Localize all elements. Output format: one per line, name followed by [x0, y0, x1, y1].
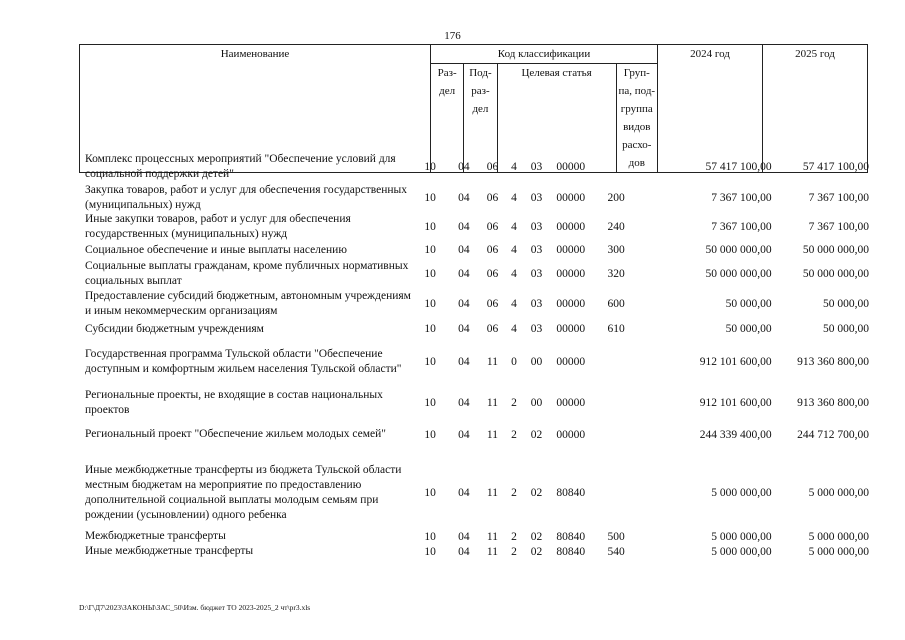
row-target-program: 11 [486, 428, 498, 441]
row-target-type: 2 [511, 428, 517, 441]
row-amount-2025: 7 367 100,00 [808, 191, 870, 204]
table-row [79, 319, 869, 339]
row-razdel: 10 [424, 323, 436, 335]
row-target-program: 06 [486, 298, 499, 310]
row-name: Предоставление субсидий бюджетным, автономным учреждениям и иным некоммерческим организациям [85, 290, 411, 317]
row-amount-2024: 57 417 100,00 [705, 160, 772, 173]
row-target-program: 11 [486, 530, 498, 543]
row-target-type: 0 [511, 356, 517, 368]
row-target-program: 06 [486, 220, 499, 233]
row-target-type: 2 [511, 545, 517, 558]
row-target-element: 03 [530, 160, 543, 173]
table-row [79, 241, 869, 259]
row-name: Социальные выплаты гражданам, кроме публичных нормативных социальных выплат [85, 260, 409, 287]
table-row [79, 289, 869, 319]
row-amount-2024: 50 000,00 [725, 298, 772, 310]
row-target-element: 00 [530, 397, 543, 409]
row-target-type: 4 [511, 244, 517, 256]
row-target-element: 03 [530, 298, 543, 310]
row-amount-2024: 7 367 100,00 [711, 220, 772, 233]
row-target-direction: 80840 [556, 545, 586, 558]
row-amount-2024: 912 101 600,00 [699, 397, 772, 409]
header-target: Целевая статья [497, 64, 616, 173]
table-row [79, 339, 869, 385]
row-target-direction: 00000 [556, 428, 586, 441]
row-amount-2024: 50 000 000,00 [705, 244, 772, 256]
row-target-direction: 00000 [556, 268, 586, 280]
row-target-direction: 00000 [556, 244, 586, 256]
row-target-element: 03 [530, 220, 543, 233]
row-name: Иные закупки товаров, работ и услуг для обеспечения государственных (муниципальных) нужд [85, 212, 351, 240]
row-podrazdel: 04 [458, 191, 470, 204]
table-row [79, 448, 869, 529]
table-row [79, 150, 869, 183]
row-amount-2025: 50 000 000,00 [802, 244, 870, 256]
row-podrazdel: 04 [458, 323, 470, 335]
row-target-element: 02 [530, 530, 543, 543]
row-target-direction: 00000 [556, 356, 586, 368]
row-expense-type: 600 [607, 298, 625, 310]
row-podrazdel: 04 [458, 530, 470, 543]
row-razdel: 10 [424, 160, 436, 173]
row-podrazdel: 04 [458, 268, 470, 280]
row-amount-2024: 50 000,00 [725, 323, 772, 335]
row-name: Региональные проекты, не входящие в состав национальных проектов [85, 389, 383, 416]
row-podrazdel: 04 [458, 244, 470, 256]
row-amount-2025: 244 712 700,00 [797, 428, 870, 441]
row-target-element: 03 [530, 191, 543, 204]
row-razdel: 10 [424, 545, 436, 558]
row-podrazdel: 04 [458, 486, 470, 499]
row-target-type: 4 [511, 268, 517, 280]
row-razdel: 10 [424, 397, 436, 409]
header-podrazdel: Под- раз- дел [464, 64, 497, 173]
row-target-type: 4 [511, 191, 517, 204]
row-target-direction: 00000 [556, 191, 586, 204]
row-target-program: 11 [486, 545, 498, 558]
row-expense-type: 300 [607, 244, 625, 256]
row-razdel: 10 [424, 356, 436, 368]
row-target-direction: 00000 [556, 397, 586, 409]
header-code: Код классификации [431, 45, 658, 64]
row-target-program: 06 [486, 160, 499, 173]
header-vid: Груп- па, под- группа видов расхо- дов [616, 64, 657, 173]
header-2024: 2024 год [658, 45, 763, 173]
table-row [79, 212, 869, 241]
row-target-type: 4 [511, 323, 517, 335]
row-razdel: 10 [424, 298, 436, 310]
row-target-element: 03 [530, 244, 543, 256]
row-expense-type: 540 [607, 545, 625, 558]
row-podrazdel: 04 [458, 298, 470, 310]
row-razdel: 10 [424, 191, 436, 204]
row-expense-type: 320 [607, 268, 625, 280]
row-podrazdel: 04 [458, 356, 470, 368]
table-row [79, 183, 869, 212]
row-amount-2025: 50 000,00 [823, 323, 870, 335]
row-name: Иные межбюджетные трансферты [85, 545, 254, 557]
row-expense-type: 240 [607, 220, 625, 233]
row-target-element: 02 [530, 428, 543, 441]
row-target-direction: 80840 [556, 486, 586, 499]
row-target-direction: 00000 [556, 220, 586, 233]
row-name: Закупка товаров, работ и услуг для обеспечения государственных (муниципальных) нужд [85, 183, 408, 211]
row-name: Иные межбюджетные трансферты из бюджета Тульской области местным бюджетам на мероприятие по предоставлению дополнительной социальной выплаты молодым семьям при рождении (усыновлении) одного ребенка [85, 463, 402, 521]
header-razdel: Раз- дел [431, 64, 464, 173]
row-amount-2024: 5 000 000,00 [711, 545, 772, 558]
row-amount-2024: 7 367 100,00 [711, 191, 772, 204]
header-name: Наименование [80, 45, 431, 173]
row-target-type: 4 [511, 298, 517, 310]
row-target-element: 02 [530, 486, 543, 499]
row-target-element: 00 [530, 356, 543, 368]
row-amount-2024: 5 000 000,00 [711, 486, 772, 499]
page-number: 176 [444, 30, 461, 42]
row-amount-2025: 913 360 800,00 [797, 397, 870, 409]
row-name: Государственная программа Тульской области "Обеспечение доступным и комфортным жильем населения Тульской области" [85, 348, 402, 375]
row-expense-type: 200 [607, 191, 625, 204]
row-name: Комплекс процессных мероприятий "Обеспечение условий для социальной поддержки детей" [85, 152, 396, 180]
row-target-direction: 00000 [556, 298, 586, 310]
row-amount-2025: 7 367 100,00 [808, 220, 870, 233]
row-amount-2025: 913 360 800,00 [797, 356, 870, 368]
row-target-direction: 00000 [556, 323, 586, 335]
row-name: Региональный проект "Обеспечение жильем молодых семей" [85, 428, 386, 440]
row-target-type: 4 [511, 220, 517, 233]
row-target-element: 03 [530, 268, 543, 280]
row-amount-2025: 50 000,00 [823, 298, 870, 310]
row-amount-2025: 5 000 000,00 [808, 545, 870, 558]
row-expense-type: 500 [607, 530, 625, 543]
row-podrazdel: 04 [458, 160, 470, 173]
row-podrazdel: 04 [458, 220, 470, 233]
table-row [79, 544, 869, 559]
row-amount-2025: 57 417 100,00 [802, 160, 870, 173]
row-podrazdel: 04 [458, 428, 470, 441]
table-body [79, 150, 869, 559]
row-target-element: 02 [530, 545, 543, 558]
row-target-type: 2 [511, 530, 517, 543]
table-row [79, 529, 869, 544]
row-target-program: 06 [486, 244, 499, 256]
row-amount-2024: 50 000 000,00 [705, 268, 772, 280]
row-target-type: 4 [511, 160, 517, 173]
row-razdel: 10 [424, 486, 436, 499]
row-amount-2024: 912 101 600,00 [699, 356, 772, 368]
row-target-program: 11 [486, 397, 498, 409]
row-podrazdel: 04 [458, 545, 470, 558]
row-amount-2025: 5 000 000,00 [808, 530, 870, 543]
table-row [79, 385, 869, 421]
row-target-program: 11 [486, 356, 498, 368]
row-target-direction: 00000 [556, 160, 586, 173]
row-podrazdel: 04 [458, 397, 470, 409]
header-2025: 2025 год [763, 45, 868, 173]
row-name: Субсидии бюджетным учреждениям [85, 322, 264, 335]
row-target-program: 06 [486, 268, 499, 280]
row-target-program: 06 [486, 191, 499, 204]
table-row [79, 259, 869, 289]
row-name: Межбюджетные трансферты [85, 530, 226, 542]
row-target-type: 2 [511, 486, 517, 499]
row-amount-2024: 244 339 400,00 [699, 428, 772, 441]
table-row [79, 421, 869, 448]
row-target-program: 06 [486, 323, 499, 335]
row-target-type: 2 [511, 397, 517, 409]
row-amount-2025: 50 000 000,00 [802, 268, 870, 280]
row-name: Социальное обеспечение и иные выплаты населению [85, 243, 347, 256]
row-expense-type: 610 [607, 323, 625, 335]
row-razdel: 10 [424, 244, 436, 256]
row-amount-2024: 5 000 000,00 [711, 530, 772, 543]
row-amount-2025: 5 000 000,00 [808, 486, 870, 499]
row-razdel: 10 [424, 428, 436, 441]
row-razdel: 10 [424, 220, 436, 233]
row-target-direction: 80840 [556, 530, 586, 543]
row-target-element: 03 [530, 323, 543, 335]
row-razdel: 10 [424, 268, 436, 280]
row-target-program: 11 [486, 486, 498, 499]
row-razdel: 10 [424, 530, 436, 543]
file-path-footer: D:\Г\Д7\2023\ЗАКОНЫ\ЗАС_50\Изм. бюджет ТО 2023-2025_2 чт\pr3.xls [79, 603, 311, 612]
